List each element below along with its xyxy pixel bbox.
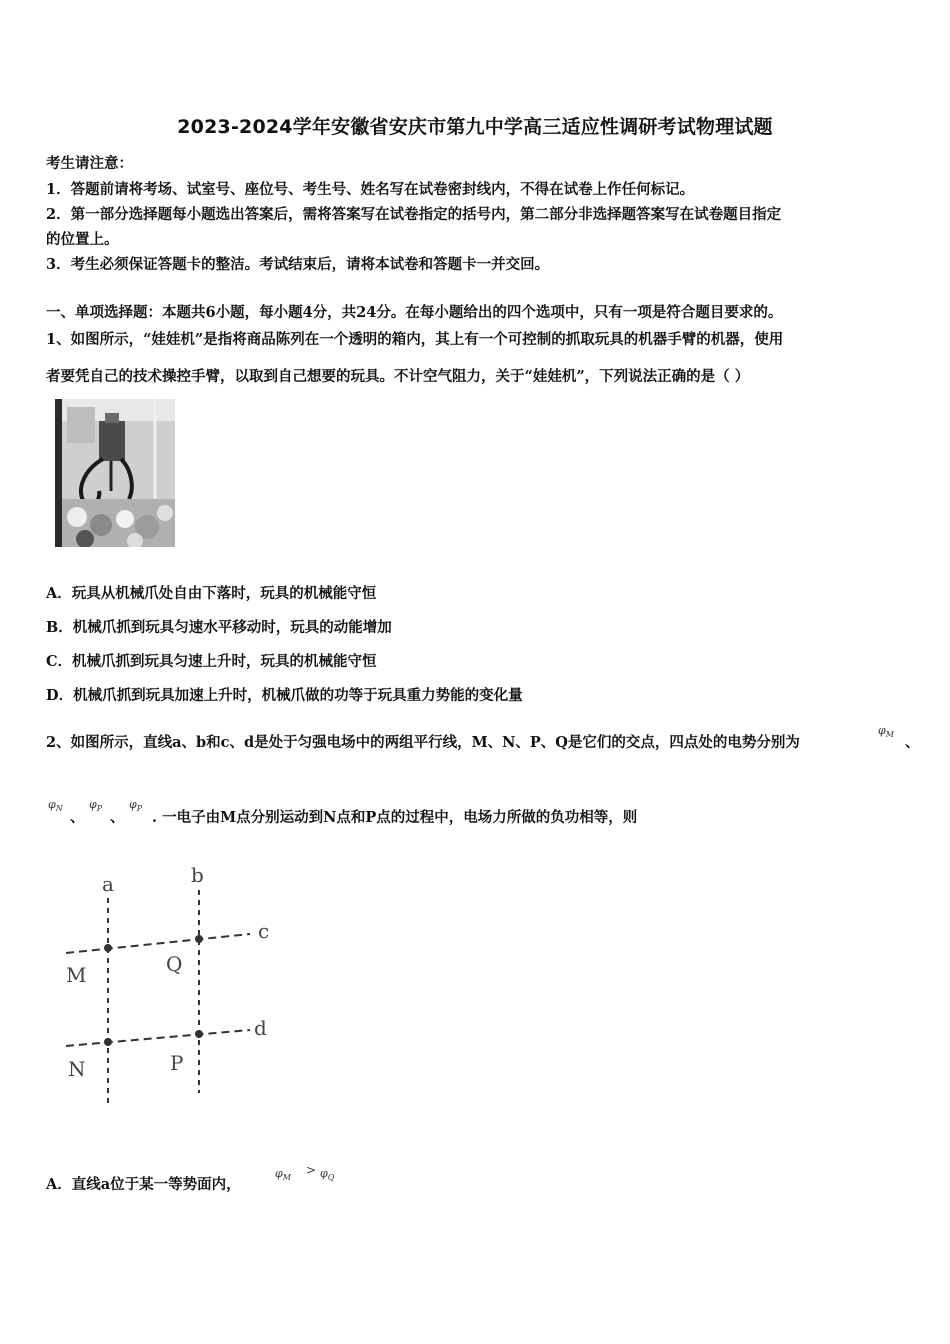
point-q (195, 935, 203, 943)
notice-item-3: 3．考生必须保证答题卡的整洁。考试结束后，请将本试卷和答题卡一并交回。 (46, 256, 550, 273)
label-c: c (258, 919, 270, 943)
question-1-line-1: 1、如图所示，“娃娃机”是指将商品陈列在一个透明的箱内，其上有一个可控制的抓取玩具的机器手臂的机器，使用 (46, 331, 784, 348)
option-2a-gt: > (306, 1163, 317, 1177)
question-2-line-1: 2、如图所示，直线a、b和c、d是处于匀强电场中的两组平行线，M、N、P、Q是它们的交点，四点处的电势分别为 (46, 734, 800, 751)
option-2a: A．直线a位于某一等势面内， (46, 1176, 241, 1193)
label-n: N (68, 1057, 86, 1081)
label-q: Q (166, 952, 183, 976)
notice-item-2: 2．第一部分选择题每小题选出答案后，需将答案写在试卷指定的括号内，第二部分非选择题答案写在试卷题目指定 (46, 206, 782, 223)
phi-separator-2: 、 (110, 809, 125, 826)
label-d: d (254, 1016, 267, 1040)
label-p: P (170, 1051, 184, 1075)
option-2a-phi-m: $\varphi_M$ (275, 1167, 291, 1183)
page-title: 2023-2024学年安徽省安庆市第九中学高三适应性调研考试物理试题 (177, 116, 773, 138)
option-1c: C．机械爪抓到玩具匀速上升时，玩具的机械能守恒 (46, 653, 377, 670)
notice-heading: 考生请注意： (46, 155, 133, 172)
label-m: M (66, 963, 87, 987)
line-d (66, 1030, 250, 1046)
claw-machine-photo (55, 399, 175, 547)
point-n (104, 1038, 112, 1046)
question-2-line-1-end: 、 (905, 734, 920, 751)
phi-n-label: $\varphi_N$ (48, 798, 63, 814)
phi-p-label-2: $\varphi_P$ (129, 798, 143, 814)
phi-separator-1: 、 (70, 809, 85, 826)
claw-machine-image (55, 399, 175, 547)
option-1a: A．玩具从机械爪处自由下落时，玩具的机械能守恒 (46, 585, 377, 602)
phi-p-label-1: $\varphi_P$ (89, 798, 103, 814)
section-heading: 一、单项选择题：本题共6小题，每小题4分，共24分。在每小题给出的四个选项中，只有一项是符合题目要求的。 (46, 304, 783, 321)
notice-item-1: 1．答题前请将考场、试室号、座位号、考生号、姓名写在试卷密封线内，不得在试卷上作任何标记。 (46, 181, 695, 198)
notice-item-2-cont: 的位置上。 (46, 231, 119, 248)
field-lines-diagram (58, 858, 283, 1108)
option-2a-phi-q: $\varphi_Q$ (320, 1167, 335, 1183)
question-2-line-2: . 一电子由M点分别运动到N点和P点的过程中，电场力所做的负功相等，则 (152, 809, 638, 826)
line-c (66, 934, 250, 953)
option-1b: B．机械爪抓到玩具匀速水平移动时，玩具的动能增加 (46, 619, 392, 636)
label-b: b (191, 863, 204, 887)
phi-m-label: $\varphi_M$ (878, 724, 894, 740)
point-m (104, 944, 112, 952)
point-p (195, 1030, 203, 1038)
label-a: a (102, 872, 114, 896)
option-1d: D．机械爪抓到玩具加速上升时，机械爪做的功等于玩具重力势能的变化量 (46, 687, 523, 704)
question-1-line-2: 者要凭自己的技术操控手臂，以取到自己想要的玩具。不计空气阻力，关于“娃娃机”，下列说法正确的是（ ） (46, 368, 750, 385)
